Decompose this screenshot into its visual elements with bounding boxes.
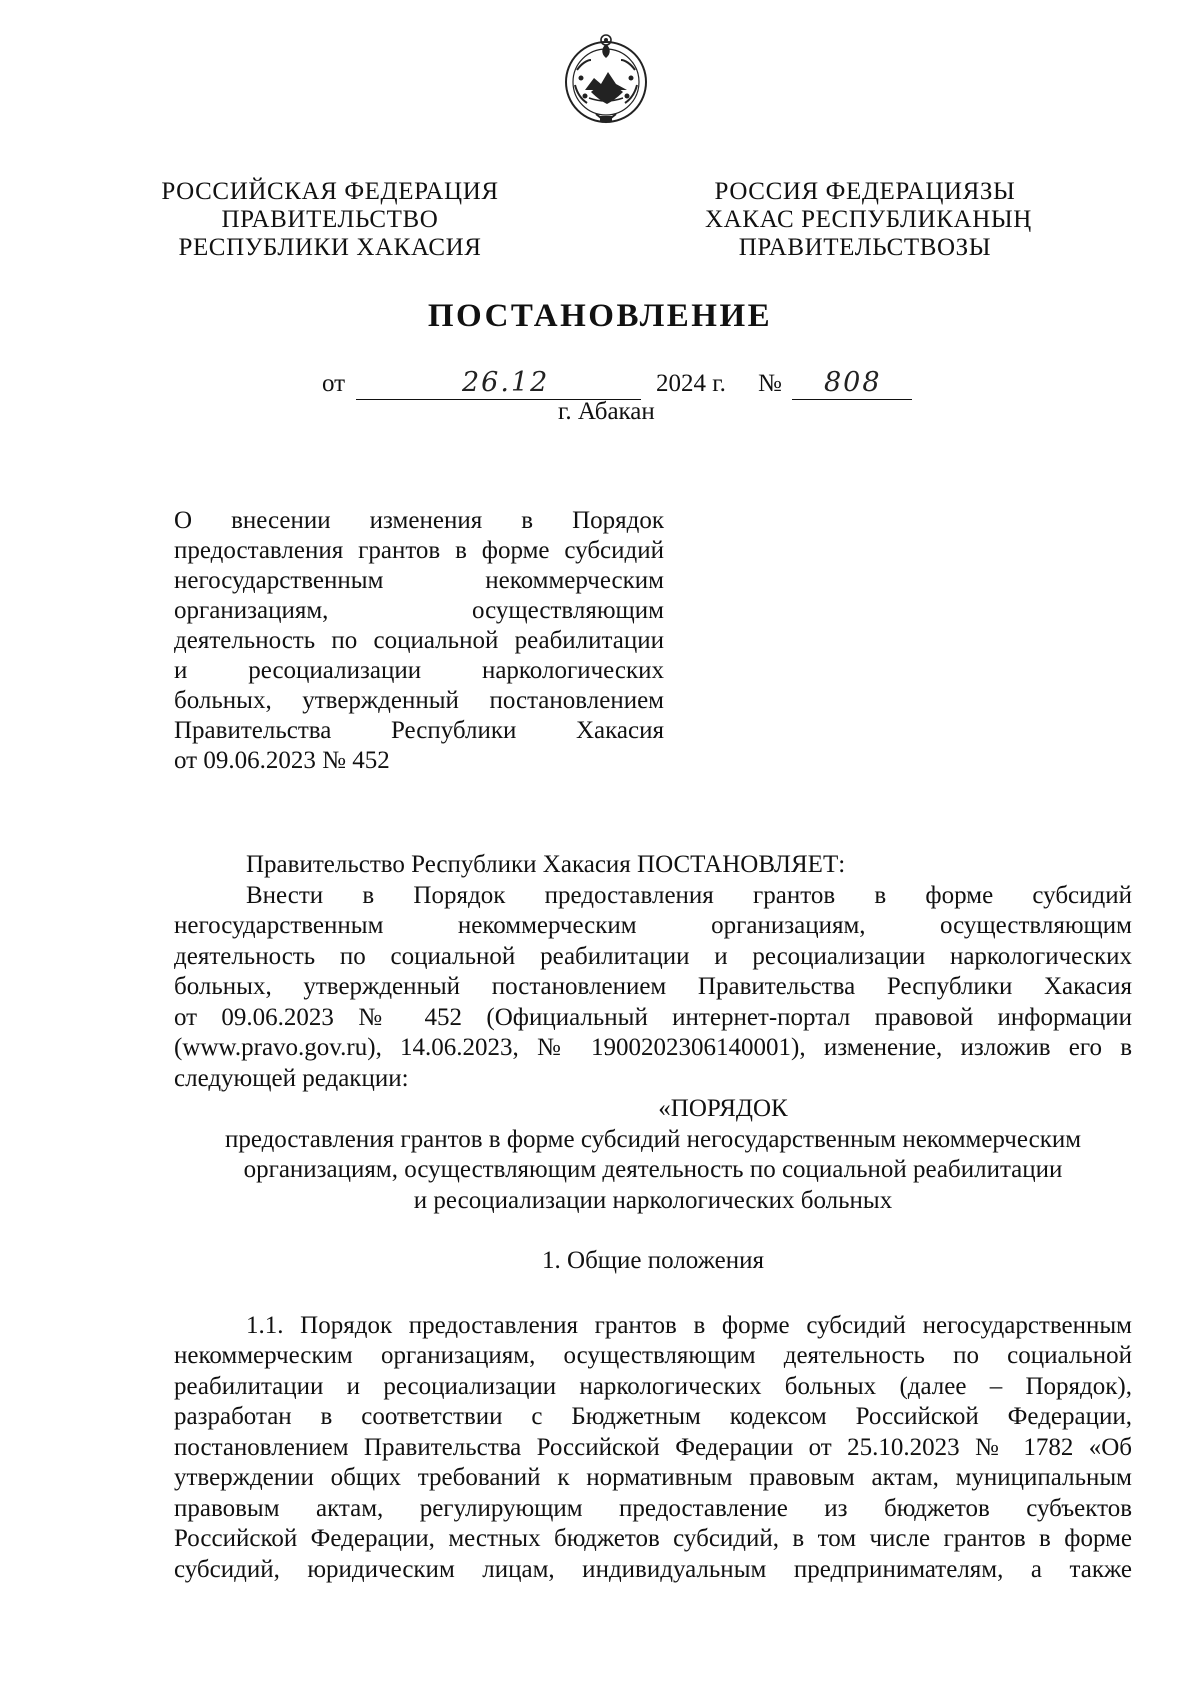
order-subtitle-line: предоставления грантов в форме субсидий негосударственным некоммерческим [224, 1125, 1082, 1153]
header-khakas-line: ПРАВИТЕЛЬСТВОЗЫ [738, 234, 992, 261]
subject-line: О внесении изменения в Порядок [174, 507, 664, 534]
order-subtitle-line: организациям, осуществляющим деятельность по социальной реабилитации [243, 1156, 1063, 1183]
intro-line: больных, утвержденный постановлением Правительства Республики Хакасия [174, 973, 1132, 1000]
paragraph-line: Российской Федерации, местных бюджетов субсидий, в том числе грантов в форме [174, 1525, 1132, 1552]
resolves-line: Правительство Республики Хакасия ПОСТАНОВЛЯЕТ: [246, 851, 846, 878]
date-prefix: от [322, 370, 346, 397]
header-russian [160, 178, 500, 262]
intro-line: деятельность по социальной реабилитации и ресоциализации наркологических [174, 942, 1132, 970]
paragraph-line: некоммерческим организациям, осуществляющим деятельность по социальной [174, 1342, 1132, 1369]
date-number-line [0, 366, 1200, 400]
subject-line: предоставления грантов в форме субсидий [174, 537, 664, 564]
paragraph-line: утверждении общих требований к нормативным правовым актам, муниципальным [174, 1464, 1132, 1491]
paragraph-line: постановлением Правительства Российской Федерации от 25.10.2023 № 1782 «Об [174, 1433, 1132, 1461]
header-khakas-line: РОССИЯ ФЕДЕРАЦИЯЗЫ [714, 178, 1016, 205]
document-type-title: ПОСТАНОВЛЕНИЕ [427, 298, 773, 334]
handwritten-date: 26.12 [462, 367, 550, 398]
handwritten-number: 808 [824, 367, 882, 398]
header-russian-line: РОССИЙСКАЯ ФЕДЕРАЦИЯ [161, 178, 499, 205]
intro-line: (www.pravo.gov.ru), 14.06.2023, № 1900202306140001), изменение, изложив его в [174, 1034, 1132, 1061]
document-body [174, 850, 1132, 1585]
subject-block [174, 506, 664, 776]
order-title: «ПОРЯДОК [658, 1095, 788, 1122]
section-heading: 1. Общие положения [542, 1247, 764, 1274]
paragraph-line: реабилитации и ресоциализации наркологических больных (далее – Порядок), [174, 1372, 1132, 1400]
number-prefix: № [758, 370, 782, 397]
order-subtitle-line: и ресоциализации наркологических больных [413, 1186, 893, 1214]
header-russian-line: ПРАВИТЕЛЬСТВО [221, 206, 439, 233]
number-underline [792, 399, 912, 400]
spacer [174, 1216, 1132, 1246]
subject-line: деятельность по социальной реабилитации [174, 627, 664, 654]
city-name: г. Абакан [558, 398, 655, 425]
subject-line: Правительства Республики Хакасия [174, 717, 664, 744]
coat-of-arms-emblem [561, 30, 651, 130]
intro-line: от 09.06.2023 № 452 (Официальный интернет-портал правовой информации [174, 1003, 1132, 1031]
intro-line: следующей редакции: [174, 1064, 409, 1092]
paragraph-line: субсидий, юридическим лицам, индивидуальным предпринимателям, а также [174, 1555, 1132, 1583]
year-text: 2024 г. [656, 370, 726, 397]
spacer [174, 1277, 1132, 1311]
paragraph-line: разработан в соответствии с Бюджетным кодексом Российской Федерации, [174, 1403, 1132, 1430]
subject-line: от 09.06.2023 № 452 [174, 747, 390, 774]
subject-line: организациям, осуществляющим [174, 597, 664, 624]
intro-line: негосударственным некоммерческим организациям, осуществляющим [174, 912, 1132, 939]
subject-line: и ресоциализации наркологических [174, 657, 664, 684]
paragraph-line: правовым актам, регулирующим предоставление из бюджетов субъектов [174, 1494, 1132, 1522]
header-khakas-line: ХАКАС РЕСПУБЛИКАНЫҢ [705, 206, 1032, 233]
paragraph-line: 1.1. Порядок предоставления грантов в форме субсидий негосударственным [246, 1311, 1132, 1339]
header-russian-line: РЕСПУБЛИКИ ХАКАСИЯ [178, 234, 482, 261]
intro-line: Внести в Порядок предоставления грантов в форме субсидий [246, 881, 1132, 909]
subject-line: негосударственным некоммерческим [174, 567, 664, 594]
header-khakas [705, 178, 1032, 262]
subject-line: больных, утвержденный постановлением [174, 687, 664, 714]
